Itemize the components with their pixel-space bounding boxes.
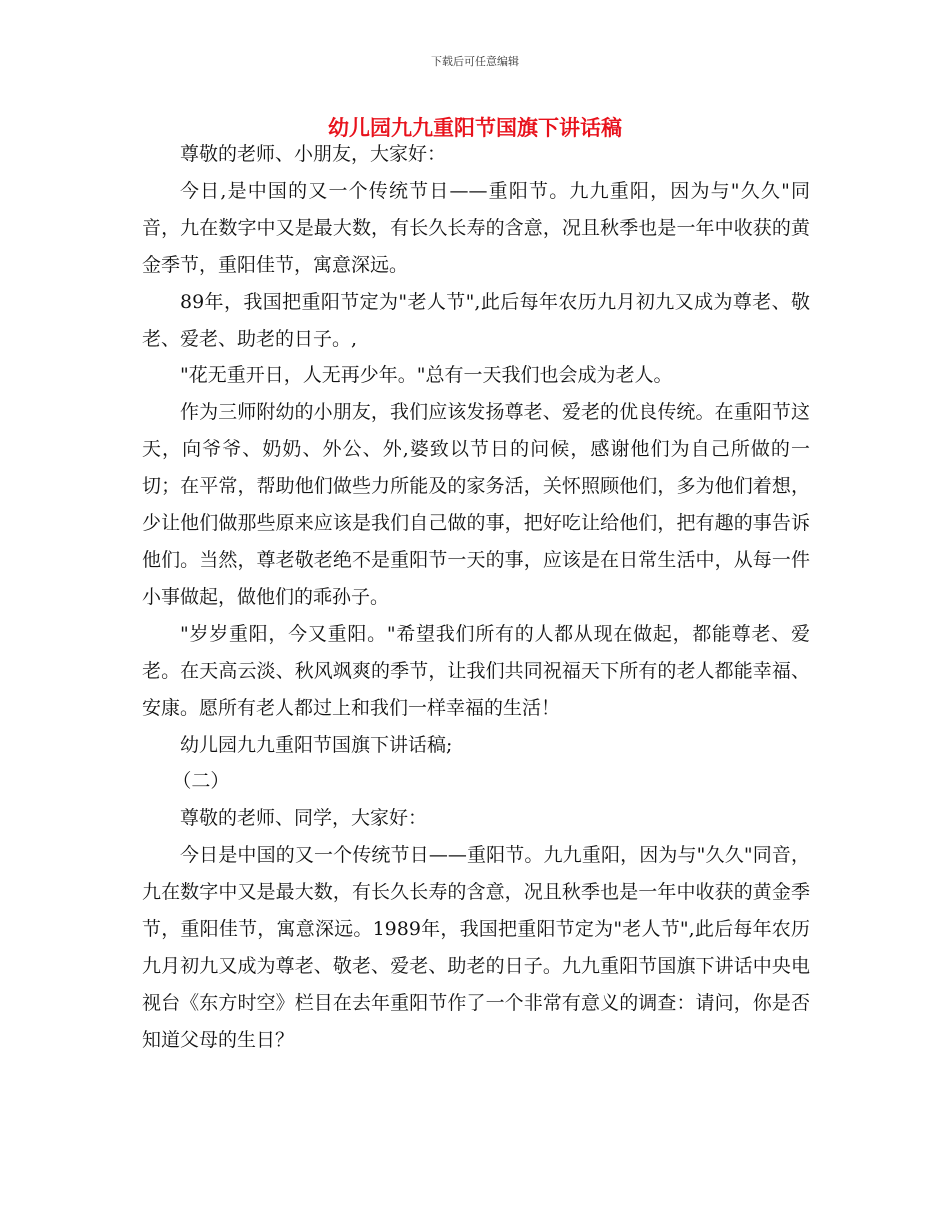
document-body bbox=[142, 136, 810, 1059]
section-number: （二） bbox=[172, 770, 230, 793]
paragraph-wishes: "岁岁重阳，今又重阳。"希望我们所有的人都从现在做起，都能尊老、爱老。在天高云淡、秋风飒爽的季节，让我们共同祝福天下所有的老人都能幸福、安康。愿所有老人都过上和我们一样幸福的生活！ bbox=[142, 622, 810, 719]
paragraph-quote: "花无重开日，人无再少年。"总有一天我们也会成为老人。 bbox=[180, 364, 673, 387]
paragraph-greeting-2: 尊敬的老师、同学，大家好： bbox=[180, 807, 428, 830]
paragraph-tradition: 作为三师附幼的小朋友，我们应该发扬尊老、爱老的优良传统。在重阳节这天，向爷爷、奶奶、外公、外,婆致以节日的问候，感谢他们为自己所做的一切；在平常，帮助他们做些力所能及的家务活，关怀照顾他们，多为他们着想，少让他们做那些原来应该是我们自己做的事，把好吃让给他们，把有趣的事告诉他们。当然，尊老敬老绝不是重阳节一天的事，应该是在日常生活中，从每一件小事做起，做他们的乖孙子。 bbox=[142, 401, 810, 608]
paragraph-intro: 今日,是中国的又一个传统节日——重阳节。九九重阳，因为与"久久"同音，九在数字中又是最大数，有长久长寿的含意，况且秋季也是一年中收获的黄金季节，重阳佳节，寓意深远。 bbox=[142, 179, 810, 276]
paragraph-elders-day: 89年，我国把重阳节定为"老人节",此后每年农历九月初九又成为尊老、敬老、爱老、助老的日子。, bbox=[142, 290, 810, 350]
document-title: 幼儿园九九重阳节国旗下讲话稿 bbox=[328, 116, 622, 140]
paragraph-title-repeat: 幼儿园九九重阳节国旗下讲话稿; bbox=[180, 733, 453, 756]
paragraph-greeting: 尊敬的老师、小朋友，大家好： bbox=[180, 143, 447, 165]
page-header: 下载后可任意编辑 bbox=[431, 55, 519, 68]
paragraph-intro-2: 今日是中国的又一个传统节日——重阳节。九九重阳，因为与"久久"同音，九在数字中又是最大数，有长久长寿的含意，况且秋季也是一年中收获的黄金季节，重阳佳节，寓意深远。1989年，我国把重阳节定为"老人节",此后每年农历九月初九又成为尊老、敬老、爱老、助老的日子。九九重阳节国旗下讲话中央电视台《东方时空》栏目在去年重阳节作了一个非常有意义的调查：请问，你是否知道父母的生日？ bbox=[142, 844, 810, 1051]
